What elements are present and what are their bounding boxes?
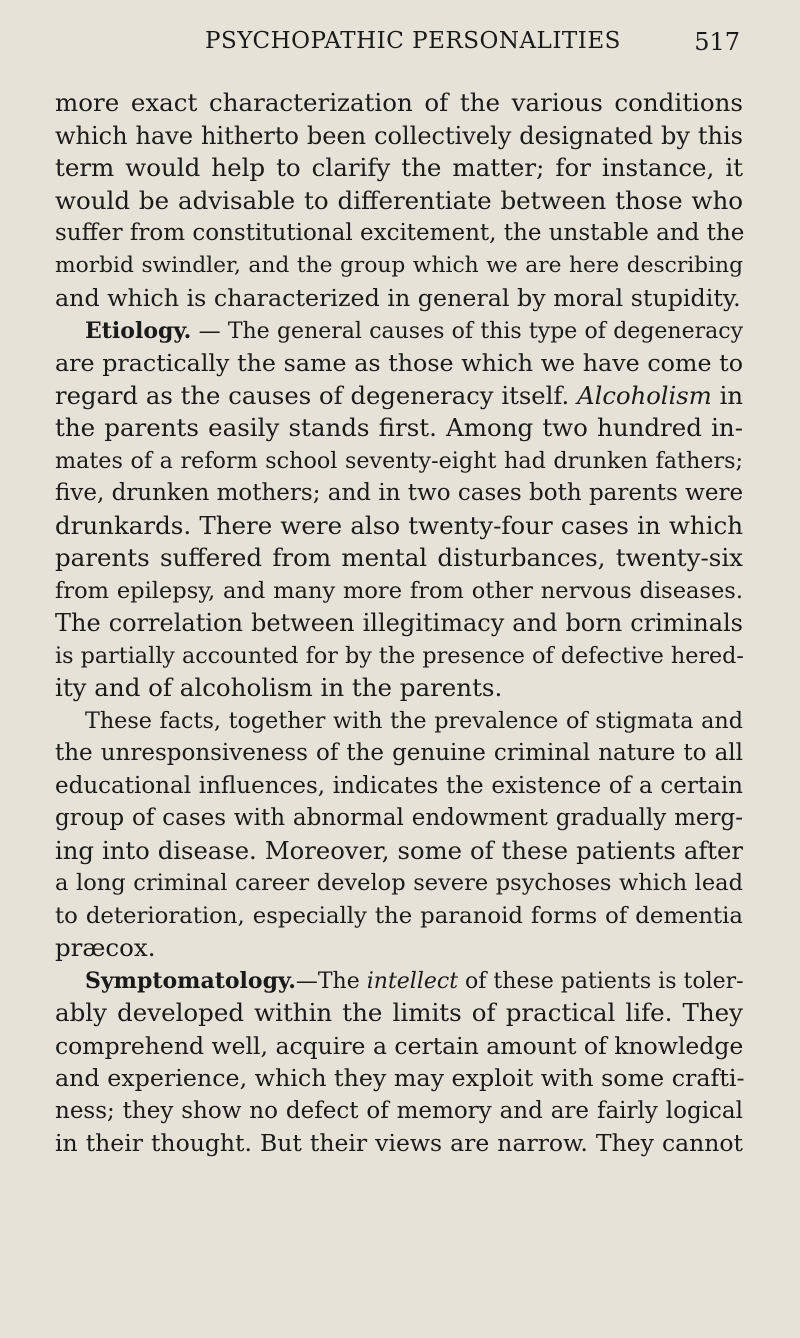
text-line: The correlation between illegitimacy and born criminals [55,609,743,637]
text-line: is partially accounted for by the presence of defective hered- [55,642,744,669]
text-line: ness; they show no defect of memory and are fairly logical [55,1097,743,1124]
text-fragment: regard as the causes of degeneracy itself. [55,380,570,410]
text-line: are practically the same as those which we have come to [55,349,743,377]
text-line: suffer from constitutional excitement, the unstable and the [55,220,745,246]
text-line: which have hitherto been collectively designated by this [55,121,743,150]
running-head: PSYCHOPATHIC PERSONALITIES [205,28,621,54]
text-line: in their thought. But their views are narrow. They cannot [55,1129,743,1157]
text-line: mates of a reform school seventy-eight had drunken fathers; [55,447,743,474]
text-line: to deterioration, especially the paranoid forms of dementia [55,902,743,929]
page-header [205,28,740,68]
text-line: a long criminal career develop severe psychoses which lead [55,870,743,896]
text-line: and which is characterized in general by moral stupidity. [55,284,741,312]
text-line: These facts, together with the prevalence of stigmata and [85,707,743,734]
text-line: would be advisable to differentiate between those who [55,185,743,215]
text-line [55,380,743,413]
italic-term: intellect [366,968,459,994]
body-text [55,87,743,1160]
text-line: from epilepsy, and many more from other nervous diseases. [55,577,743,604]
text-fragment: —The [295,968,367,994]
text-line: morbid swindler, and the group which we are here describing [55,252,743,278]
text-line: more exact characterization of the various conditions [55,88,743,117]
text-line: drunkards. There were also twenty-four cases in which [55,510,743,540]
section-heading-symptomatology: Symptomatology. [85,967,296,994]
text-line: and experience, which they may exploit with some crafti- [55,1064,745,1092]
italic-term: Alcoholism [577,380,712,410]
text-line: the parents easily stands first. Among two hundred in- [55,413,743,442]
text-line: term would help to clarify the matter; for instance, it [55,153,743,182]
text-line: comprehend well, acquire a certain amount of knowledge [55,1031,744,1060]
section-heading-etiology: Etiology. [85,317,192,344]
text-line: five, drunken mothers; and in two cases both parents were [55,480,744,506]
text-line: the unresponsiveness of the genuine criminal nature to all [55,740,743,766]
text-fragment: in [719,380,743,410]
text-line: ably developed within the limits of practical life. They [55,998,743,1027]
text-line: group of cases with abnormal endowment gradually merg- [55,805,743,831]
text-line: parents suffered from mental disturbances, twenty-six [55,543,743,572]
text-line [55,965,743,998]
text-line: ity and of alcoholism in the parents. [55,673,503,702]
text-line: ing into disease. Moreover, some of these patients after [55,835,743,865]
page-number: 517 [694,28,740,56]
text-fragment: — The general causes of this type of degeneracy [191,318,743,344]
text-line: educational influences, indicates the existence of a certain [55,772,743,799]
text-line [55,315,743,348]
text-line: præcox. [55,933,156,962]
text-fragment: of these patients is toler- [458,968,744,994]
